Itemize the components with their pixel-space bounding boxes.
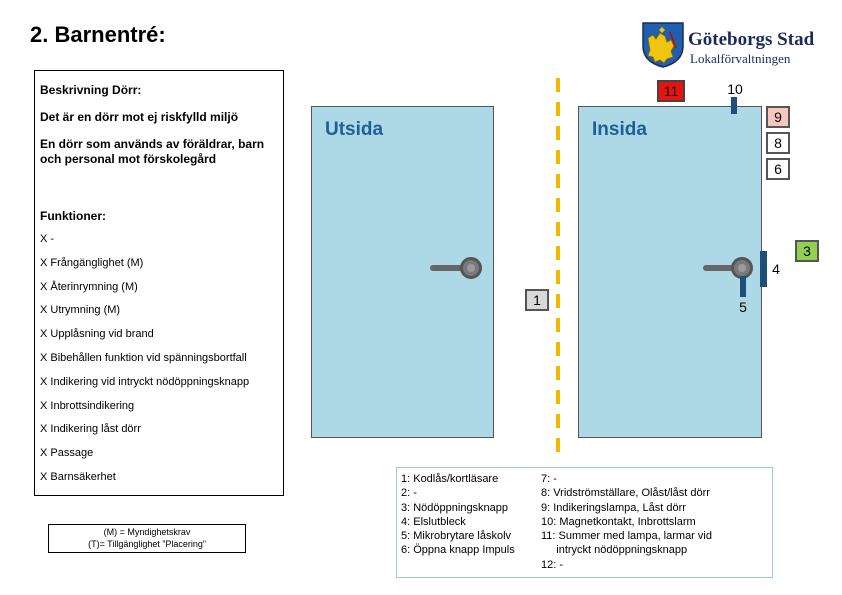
- requirement-m: (M) = Myndighetskrav: [103, 527, 191, 537]
- marker-1-keypad: 1: [525, 289, 549, 311]
- component-legend: [396, 467, 773, 578]
- function-item: X Upplåsning vid brand: [40, 328, 154, 341]
- coat-of-arms-icon: [640, 20, 686, 68]
- door-outside-label: Utsida: [325, 119, 384, 140]
- function-item: X Frångänglighet (M): [40, 256, 144, 269]
- legend-item: 8: Vridströmställare, Olåst/låst dörr: [541, 487, 710, 500]
- marker-10-label: 10: [727, 81, 743, 97]
- function-item: X Utrymning (M): [40, 304, 121, 317]
- page-title: 2. Barnentré:: [30, 22, 166, 47]
- electric-strike-bar: [760, 251, 767, 287]
- legend-item: intryckt nödöppningsknapp: [541, 544, 688, 557]
- magnet-contact-bar: [731, 97, 737, 114]
- marker-6-open-button: 6: [766, 158, 790, 180]
- legend-item: 2: -: [401, 487, 417, 500]
- legend-item: 1: Kodlås/kortläsare: [401, 473, 499, 485]
- legend-item: 7: -: [541, 473, 557, 485]
- functions-heading: Funktioner:: [40, 209, 106, 223]
- legend-item: 10: Magnetkontakt, Inbrottslarm: [541, 515, 696, 528]
- legend-item: 11: Summer med lampa, larmar vid: [541, 530, 712, 543]
- requirements-legend: [48, 524, 246, 553]
- requirement-t: (T)= Tillgänglighet ”Placering”: [88, 539, 206, 549]
- function-item: X Inbrottsindikering: [40, 399, 135, 412]
- logo-city-name: Göteborgs Stad: [688, 29, 815, 50]
- door-centerline: [556, 78, 560, 454]
- description-panel: [34, 70, 284, 496]
- function-item: X Indikering vid intryckt nödöppningsknapp: [40, 375, 250, 388]
- marker-4-label: 4: [772, 261, 780, 277]
- marker-3-emergency-button: 3: [795, 240, 819, 262]
- legend-column-right: [541, 472, 712, 572]
- function-item: X Barnsäkerhet: [40, 470, 116, 483]
- function-item: X Passage: [40, 447, 94, 460]
- door-inside-label: Insida: [592, 119, 647, 140]
- legend-item: 12: -: [541, 558, 564, 571]
- function-item: X -: [40, 233, 55, 245]
- microswitch-bar: [740, 276, 746, 297]
- description-heading: Beskrivning Dörr:: [40, 83, 142, 97]
- function-item: X Återinrymning (M): [40, 280, 138, 293]
- description-line-2: En dörr som används av föräldrar, barn och personal mot förskolegård: [40, 137, 265, 166]
- legend-item: 3: Nödöppningsknapp: [401, 501, 509, 514]
- legend-column-left: [401, 472, 515, 558]
- logo-department: Lokalförvaltningen: [690, 51, 791, 66]
- description-line-1: Det är en dörr mot ej riskfylld miljö: [40, 110, 239, 124]
- function-item: X Bibehållen funktion vid spänningsbortfall: [40, 351, 247, 364]
- marker-5-label: 5: [739, 299, 747, 315]
- legend-item: 4: Elslutbleck: [401, 515, 466, 528]
- marker-9-indicator: 9: [766, 106, 790, 128]
- legend-item: 9: Indikeringslampa, Låst dörr: [541, 501, 686, 514]
- door-handle-outside-knob: [460, 257, 482, 279]
- legend-item: 5: Mikrobrytare låskolv: [401, 530, 512, 543]
- function-item: X Indikering låst dörr: [40, 423, 141, 436]
- legend-item: 6: Öppna knapp Impuls: [401, 544, 515, 557]
- marker-11-alarm: 11: [657, 80, 685, 102]
- marker-8-switch: 8: [766, 132, 790, 154]
